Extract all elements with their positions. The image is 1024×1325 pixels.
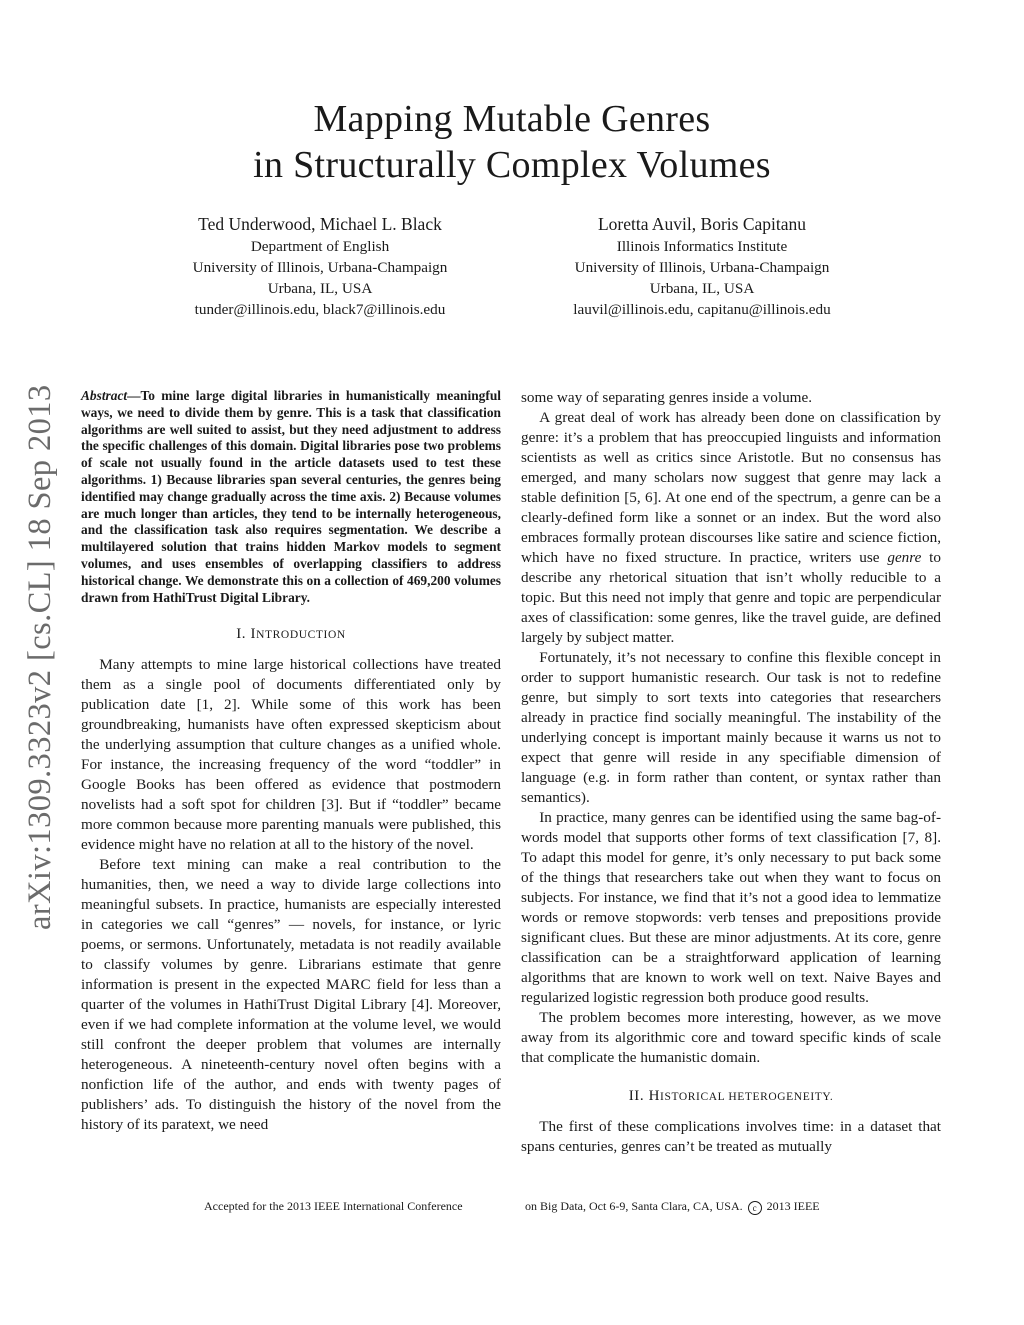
section-title-initial: I [250, 626, 257, 643]
abstract-dash: — [127, 388, 141, 403]
left-column [81, 388, 501, 1135]
intro-paragraph-4: Fortunately, it’s not necessary to confine this flexible concept in order to support humanistic research. Our task is not to redefine genre, but simply to sort texts into categories that researchers already in practice find socially meaningful. The instability of the underlying concept is important mainly because it warns us not to expect that genre will reside in any specifiable dimension of language (e.g. in form rather than content, or syntax rather than semantics). [521, 649, 941, 806]
section-heading-historical [521, 1086, 941, 1107]
title-line-2: in Structurally Complex Volumes [253, 144, 771, 186]
footer-right [525, 1198, 820, 1215]
intro-paragraph-2: Before text mining can make a real contribution to the humanities, then, we need a way to divide large collections into meaningful subsets. In practice, humanists are especially interested in categories we call “genres” — novels, for instance, or lyric poems, or sermons. Unfortunately, metadata is not readily available to classify volumes by genre. Librarians estimate that genre information is present in the expected MARC field for less than a quarter of the volumes in HathiTrust Digital Library [4]. Moreover, even if we had complete information at the volume level, we would still confront the deeper problem that volumes are internally heterogeneous. A nineteenth-century novel often begins with a nonfiction life of the author, and ends with twenty pages of publishers’ ads. To distinguish the history of the novel from the history of its paratext, we need [81, 856, 501, 1134]
arxiv-identifier: arXiv:1309.3323v2 [cs.CL] 18 Sep 2013 [22, 384, 58, 930]
author-university: University of Illinois, Urbana-Champaign [574, 259, 830, 276]
abstract-label: Abstract [81, 388, 128, 403]
section-number: II. [628, 1088, 645, 1104]
intro-paragraph-5: In practice, many genres can be identified using the same bag-of-words model that supports other forms of text classification [7, 8]. To adapt this model for genre, it’s only necessary to put back some of the things that researchers take out when they want to focus on subjects. For instance, we find that it’s not a good idea to lemmatize words or remove stopwords: verb tenses and prepositions provide significant clues. But these are minor adjustments. At its core, genre classification can be a straightforward application of learning algorithms that are known to work well on text. Naive Bayes and regularized logistic regression both produce good results. [521, 809, 941, 1006]
historical-paragraph-1: The first of these complications involves time: in a dataset that spans centuries, genres can’t be treated as mutually [521, 1118, 941, 1155]
section-title-rest: NTRODUCTION [256, 629, 346, 642]
intro-paragraph-continuation: some way of separating genres inside a volume. [521, 389, 813, 406]
author-city: Urbana, IL, USA [267, 280, 373, 297]
author-city: Urbana, IL, USA [649, 280, 755, 297]
paragraph-text: A great deal of work has already been done on classification by genre: it’s a problem that has preoccupied linguists and information scientists as well as critics since Aristotle. But no consensus has emerged, and many scholars now suggest that genre may lack a stable definition [5, 6]. At one end of the spectrum, a genre can be a clearly-defined form like a sonnet or an index. But the word also embraces formally protean discourses like satire and science fiction, which have no fixed structure. In practice, writers use [521, 409, 941, 566]
author-department: Illinois Informatics Institute [616, 238, 788, 255]
author-university: University of Illinois, Urbana-Champaign [192, 259, 448, 276]
paper-title [0, 96, 1024, 188]
copyright-icon: c [748, 1201, 762, 1215]
section-heading-introduction [81, 624, 501, 645]
footer-conference: on Big Data, Oct 6-9, Santa Clara, CA, USA. [525, 1199, 743, 1213]
author-names: Loretta Auvil, Boris Capitanu [597, 214, 807, 234]
author-names: Ted Underwood, Michael L. Black [198, 214, 442, 234]
intro-paragraph-1: Many attempts to mine large historical collections have treated them as a single pool of documents differentiated only by publication date [1, 2]. While some of this work has been groundbreaking, humanists have often expressed skepticism about the underlying assumption that culture changes as a unified whole. For instance, the increasing frequency of the word “toddler” in Google Books has been offered as evidence that postmodern novelists had a soft spot for children [3]. But if “toddler” became more common because more parenting manuals were published, this evidence might have no relation at all to the history of the novel. [81, 656, 501, 854]
author-email: tunder@illinois.edu, black7@illinois.edu [194, 301, 446, 318]
title-line-1: Mapping Mutable Genres [313, 98, 711, 140]
abstract [81, 388, 501, 606]
emphasis-genre: genre [887, 549, 922, 566]
footer-left: Accepted for the 2013 IEEE International Conference [204, 1199, 463, 1213]
author-department: Department of English [250, 238, 390, 255]
paragraph-text: to describe any rhetorical situation that isn’t wholly reducible to a topic. But this need not imply that genre and topic are perpendicular axes of classification: some genres, like the travel guide, are defined largely by subject matter. [521, 549, 941, 646]
author-block-left [130, 212, 510, 320]
author-email: lauvil@illinois.edu, capitanu@illinois.edu [573, 301, 831, 318]
intro-paragraph-3 [521, 408, 941, 648]
intro-paragraph-6: The problem becomes more interesting, however, as we move away from its algorithmic core and toward specific kinds of scale that complicate the humanistic domain. [521, 1009, 941, 1066]
section-title-initial: H [648, 1088, 661, 1104]
section-number: I. [236, 626, 247, 643]
author-block-right [512, 212, 892, 320]
footer-copyright: 2013 IEEE [766, 1199, 820, 1213]
right-column [521, 388, 941, 1157]
abstract-text: To mine large digital libraries in humanistically meaningful ways, we need to divide them by genre. This is a task that classification algorithms are well suited to assist, but they need adjustment to address the specific challenges of this domain. Digital libraries pose two problems of scale not usually found in the article datasets used to test these algorithms. 1) Because libraries span several centuries, the genres being identified may change gradually across the time axis. 2) Because volumes are much longer than articles, they tend to be internally heterogeneous, and the classification task also requires segmentation. We describe a multilayered solution that trains hidden Markov models to segment volumes, and uses ensembles of overlapping classifiers to address historical change. We demonstrate this on a collection of 469,200 volumes drawn from HathiTrust Digital Library. [81, 388, 501, 605]
section-title-rest: ISTORICAL HETEROGENEITY. [660, 1091, 834, 1103]
